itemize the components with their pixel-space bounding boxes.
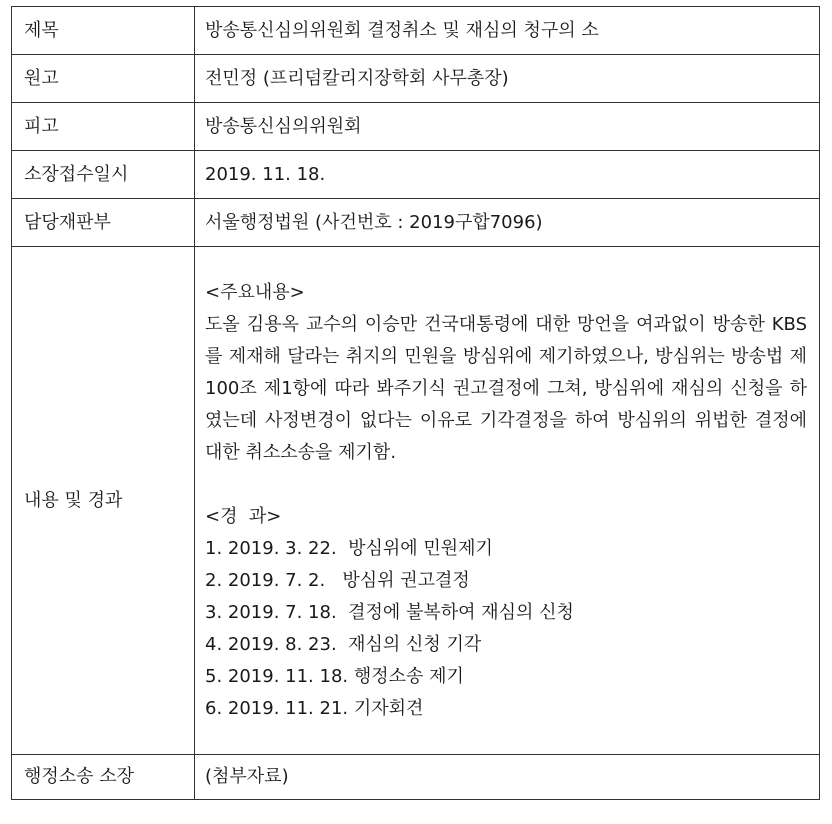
section-spacer [205,469,807,501]
title-label: 제목 [12,7,195,55]
details-label: 내용 및 경과 [12,247,195,755]
plaintiff-label: 원고 [12,55,195,103]
progress-item: 3. 2019. 7. 18. 결정에 불복하여 재심의 신청 [205,601,574,623]
filing-date-value: 2019. 11. 18. [195,151,820,199]
court-label: 담당재판부 [12,199,195,247]
row-complaint [12,755,820,800]
case-info-table [11,6,820,800]
filing-date-label: 소장접수일시 [12,151,195,199]
row-filing-date [12,151,820,199]
progress-item: 2. 2019. 7. 2. 방심위 권고결정 [205,569,470,591]
summary-text: 도올 김용옥 교수의 이승만 건국대통령에 대한 망언을 여과없이 방송한 KBS를 제재해 달라는 취지의 민원을 방심위에 제기하였으나, 방심위는 방송법 제100조 제1항에 따라 봐주기식 권고결정에 그쳐, 방심위에 재심의 신청을 하였는데 사정변경이 없다는 이유로 기각결정을 하여 방심위의 위법한 결정에 대한 취소소송을 제기함. [205,313,807,463]
details-content [195,247,820,755]
row-details [12,247,820,755]
title-value: 방송통신심의위원회 결정취소 및 재심의 청구의 소 [195,7,820,55]
progress-item: 5. 2019. 11. 18. 행정소송 제기 [205,665,464,687]
complaint-label: 행정소송 소장 [12,755,195,800]
row-court [12,199,820,247]
summary-header: <주요내용> [205,281,305,303]
progress-item: 1. 2019. 3. 22. 방심위에 민원제기 [205,537,493,559]
row-title [12,7,820,55]
progress-item: 6. 2019. 11. 21. 기자회견 [205,697,424,719]
defendant-label: 피고 [12,103,195,151]
row-plaintiff [12,55,820,103]
row-defendant [12,103,820,151]
progress-item: 4. 2019. 8. 23. 재심의 신청 기각 [205,633,482,655]
attachment-link[interactable]: (첨부자료) [195,755,820,800]
court-value: 서울행정법원 (사건번호 : 2019구합7096) [195,199,820,247]
plaintiff-value: 전민정 (프리덤칼리지장학회 사무총장) [195,55,820,103]
progress-header: <경 과> [205,505,282,527]
defendant-value: 방송통신심의위원회 [195,103,820,151]
progress-list [205,533,807,725]
